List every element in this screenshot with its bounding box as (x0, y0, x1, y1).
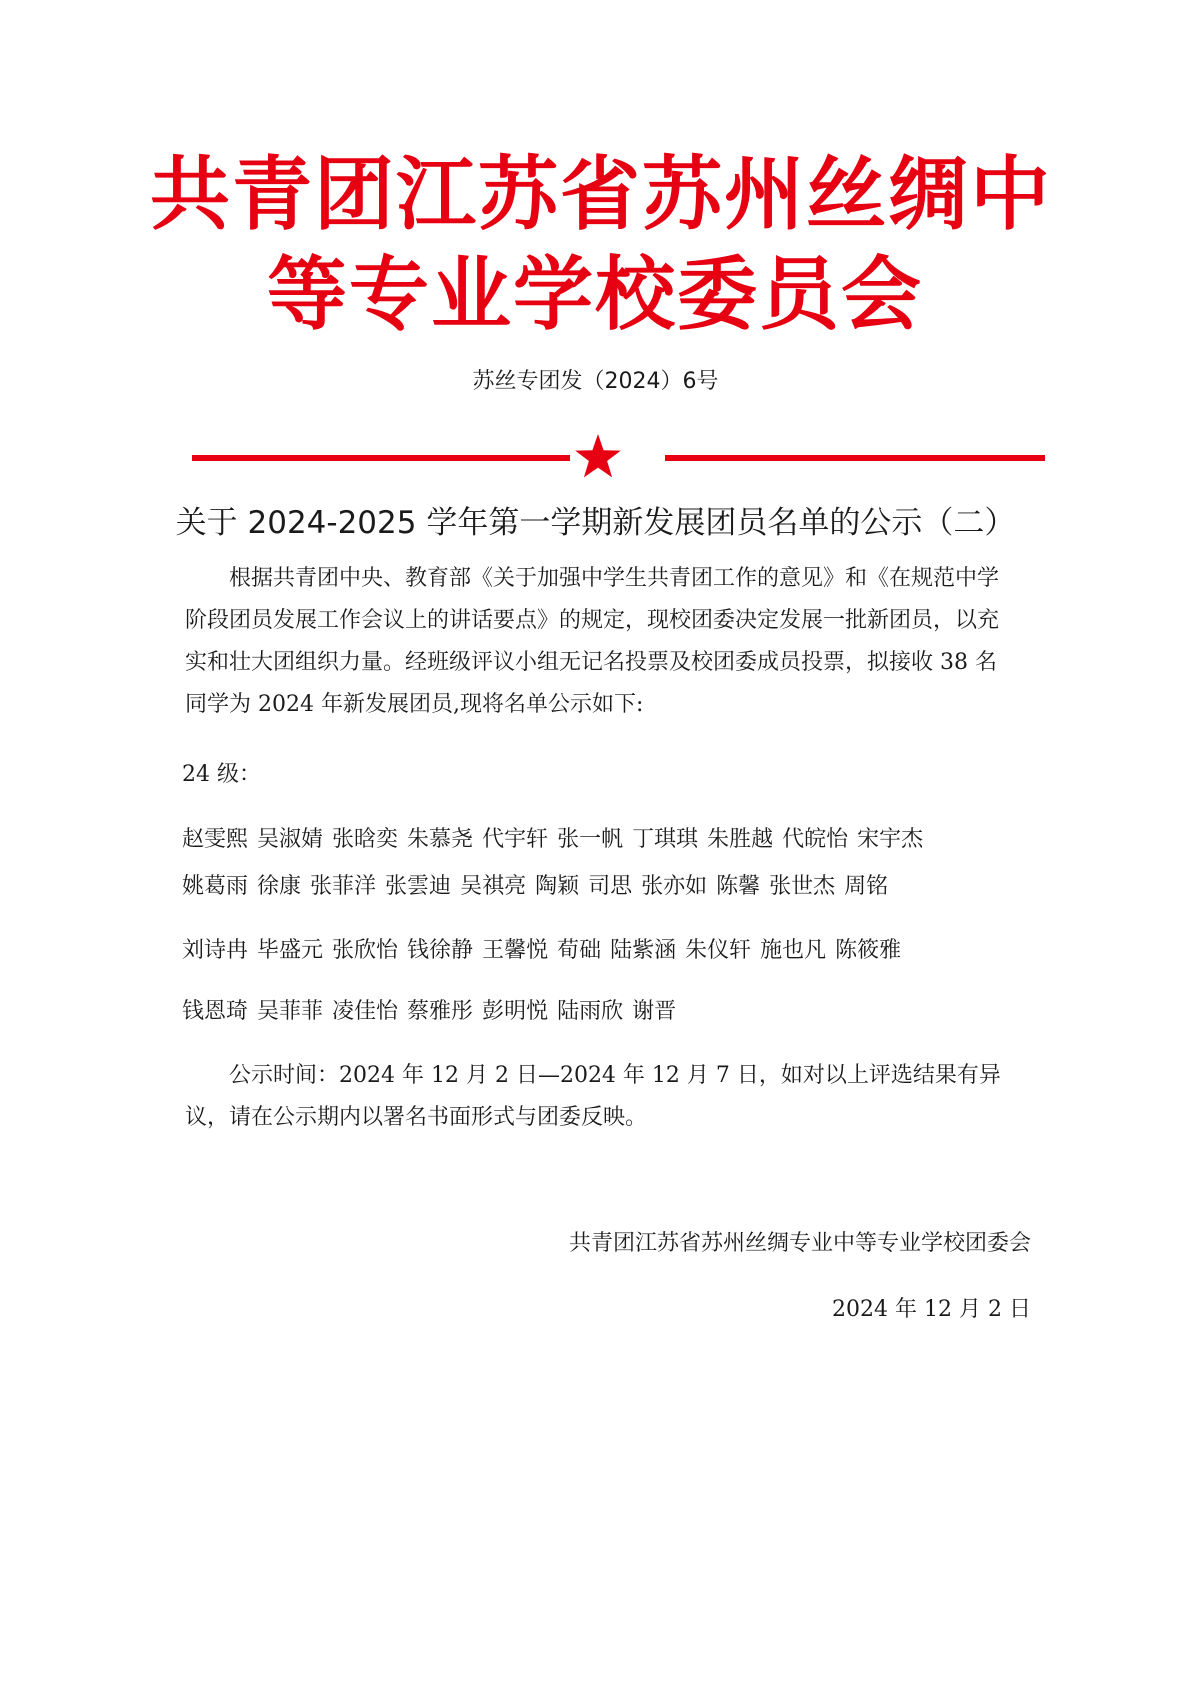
org-title-line2: 等专业学校委员会 (267, 248, 923, 341)
member-name: 王馨悦 (482, 938, 549, 963)
red-divider-right (665, 455, 1045, 461)
member-name: 陈筱雅 (835, 938, 902, 963)
member-name: 代皖怡 (782, 827, 849, 852)
member-name: 蔡雅彤 (407, 999, 474, 1024)
member-name: 张雲迪 (385, 874, 452, 899)
member-name: 陆雨欣 (557, 999, 624, 1024)
names-row (182, 822, 932, 853)
member-name: 司思 (588, 874, 633, 899)
member-name: 姚葛雨 (182, 874, 249, 899)
member-name: 吴淑婧 (257, 827, 324, 852)
member-name: 张菲洋 (310, 874, 377, 899)
member-name: 吴祺亮 (460, 874, 527, 899)
member-name: 施也凡 (760, 938, 827, 963)
names-row (182, 994, 685, 1025)
member-name: 毕盛元 (257, 938, 324, 963)
member-name: 朱仪轩 (685, 938, 752, 963)
document-number: 苏丝专团发（2024）6号 (472, 369, 719, 394)
publicity-period: 公示时间：2024 年 12 月 2 日—2024 年 12 月 7 日，如对以上评选结果有异议，请在公示期内以署名书面形式与团委反映。 (185, 1063, 1001, 1130)
member-name: 朱胜越 (707, 827, 774, 852)
member-name: 宋宇杰 (857, 827, 924, 852)
member-name: 陆紫涵 (610, 938, 677, 963)
grade-label: 24 级： (182, 762, 261, 787)
member-name: 张欣怡 (332, 938, 399, 963)
member-name: 陈馨 (716, 874, 761, 899)
member-name: 吴菲菲 (257, 999, 324, 1024)
names-row (182, 869, 897, 900)
intro-paragraph: 根据共青团中央、教育部《关于加强中学生共青团工作的意见》和《在规范中学阶段团员发展工作会议上的讲话要点》的规定，现校团委决定发展一批新团员，以充实和壮大团组织力量。经班级评议小组无记名投票及校团委成员投票，拟接收 38 名同学为 2024 年新发展团员,现将名单公示如下: (185, 566, 1000, 717)
org-title-line1: 共青团江苏省苏州丝绸中 (150, 148, 1052, 241)
star-icon (574, 433, 622, 479)
member-name: 代宇轩 (482, 827, 549, 852)
member-name: 朱慕尧 (407, 827, 474, 852)
member-name: 张晗奕 (332, 827, 399, 852)
member-name: 刘诗冉 (182, 938, 249, 963)
member-name: 凌佳怡 (332, 999, 399, 1024)
member-name: 钱徐静 (407, 938, 474, 963)
member-name: 赵雯熙 (182, 827, 249, 852)
member-name: 徐康 (257, 874, 302, 899)
red-divider-left (192, 455, 570, 461)
signature: 共青团江苏省苏州丝绸专业中等专业学校团委会 (568, 1231, 1031, 1256)
member-name: 丁琪琪 (632, 827, 699, 852)
member-name: 谢晋 (632, 999, 677, 1024)
signature-date: 2024 年 12 月 2 日 (832, 1297, 1031, 1322)
member-name: 张一帆 (557, 827, 624, 852)
names-row (182, 933, 910, 964)
member-name: 张亦如 (641, 874, 708, 899)
notice-title: 关于 2024-2025 学年第一学期新发展团员名单的公示（二） (175, 505, 1016, 541)
member-name: 陶颖 (535, 874, 580, 899)
member-name: 钱恩琦 (182, 999, 249, 1024)
member-name: 荀础 (557, 938, 602, 963)
member-name: 周铭 (844, 874, 889, 899)
member-name: 张世杰 (769, 874, 836, 899)
member-name: 彭明悦 (482, 999, 549, 1024)
